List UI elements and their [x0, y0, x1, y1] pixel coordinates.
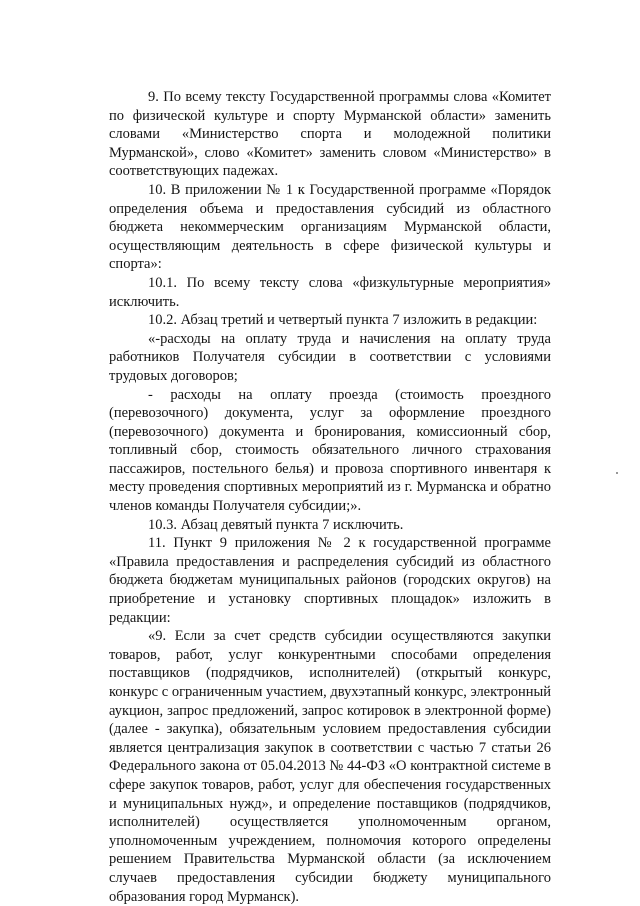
paragraph-10-3: 10.3. Абзац девятый пункта 7 исключить.: [148, 516, 404, 533]
paragraph-10-2: 10.2. Абзац третий и четвертый пункта 7 изложить в редакции:: [148, 312, 538, 329]
paragraph-10-1: 10.1. По всему тексту слова «физкультурные мероприятия» исключить.: [109, 274, 551, 310]
scan-speck: [616, 472, 618, 474]
paragraph-10: 10. В приложении № 1 к Государственной программе «Порядок определения объема и предоставления субсидий из областного бюджета некоммерческим организациям Мурманской области, осуществляющим деятельность в сфере физической культуры и спорта»:: [109, 181, 551, 273]
document-body: [109, 88, 551, 906]
paragraph-9: 9. По всему тексту Государственной программы слова «Комитет по физической культуре и спорту Мурманской области» заменить словами «Министерство спорта и молодежной политики Мурманской», слово «Комитет» заменить словом «Министерство» в соответствующих падежах.: [109, 89, 551, 180]
paragraph-11-quote: «9. Если за счет средств субсидии осуществляются закупки товаров, работ, услуг конкурентными способами определения поставщиков (подрядчиков, исполнителей) (открытый конкурс, конкурс с ограниченным участием, двухэтапный конкурс, электронный аукцион, запрос предложений, запрос котировок в электронной форме) (далее - закупка), обязательным условием предоставления субсидии является централизация закупок в соответствии с частью 7 статьи 26 Федерального закона от 05.04.2013 № 44-ФЗ «О контрактной системе в сфере закупок товаров, работ, услуг для обеспечения государственных и муниципальных нужд», и определение поставщиков (подрядчиков, исполнителей) осуществляется уполномоченным органом, уполномоченным учреждением, полномочия которого определены решением Правительства Мурманской области (за исключением случаев предоставления субсидии бюджету муниципального образования город Мурманск).: [109, 628, 551, 905]
paragraph-10-2-quote-1: «-расходы на оплату труда и начисления на оплату труда работников Получателя субсидии в соответствии с условиями трудовых договоров;: [109, 330, 551, 384]
paragraph-10-2-quote-2: - расходы на оплату проезда (стоимость проездного (перевозочного) документа, услуг за оформление проездного (перевозочного) документа и бронирования, комиссионный сбор, топливный сбор, стоимость обязательного личного страхования пассажиров, постельного белья) и провоза спортивного инвентаря к месту проведения спортивных мероприятий из г. Мурманска и обратно членов команды Получателя субсидии;».: [109, 386, 551, 515]
paragraph-11: 11. Пункт 9 приложения № 2 к государственной программе «Правила предоставления и распределения субсидий из областного бюджета бюджетам муниципальных районов (городских округов) на приобретение и установку спортивных площадок» изложить в редакции:: [109, 535, 551, 626]
